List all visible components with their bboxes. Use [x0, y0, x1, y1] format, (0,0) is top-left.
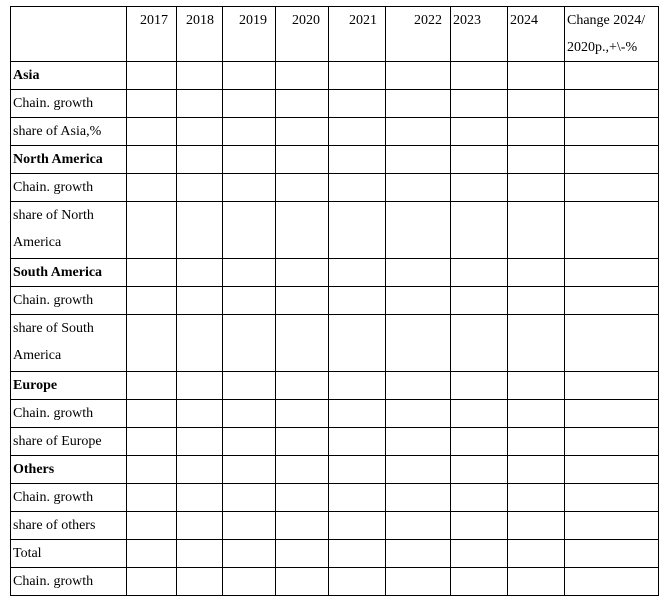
corner-header-cell — [11, 7, 127, 62]
table-row — [11, 287, 659, 315]
table-cell — [177, 287, 223, 315]
table-cell — [508, 372, 565, 400]
row-label: Chain. growth — [11, 90, 127, 118]
table-cell — [565, 456, 659, 484]
table-cell — [177, 90, 223, 118]
row-label: share of others — [11, 512, 127, 540]
row-label: share of Europe — [11, 428, 127, 456]
table-cell — [451, 146, 508, 174]
table-cell — [329, 90, 386, 118]
table-cell — [451, 90, 508, 118]
table-cell — [276, 456, 329, 484]
table-cell — [127, 90, 177, 118]
table-cell — [565, 90, 659, 118]
table-cell — [451, 484, 508, 512]
table-cell — [386, 146, 451, 174]
table-cell — [386, 287, 451, 315]
table-cell — [329, 287, 386, 315]
row-label: Chain. growth — [11, 484, 127, 512]
table-cell — [329, 400, 386, 428]
table-cell — [386, 428, 451, 456]
table-cell — [451, 259, 508, 287]
table-cell — [386, 174, 451, 202]
row-label: Chain. growth — [11, 287, 127, 315]
table-cell — [508, 118, 565, 146]
table-cell — [386, 568, 451, 596]
table-cell — [223, 118, 276, 146]
table-cell — [329, 428, 386, 456]
table-row — [11, 372, 659, 400]
table-cell — [329, 372, 386, 400]
table-cell — [276, 287, 329, 315]
table-cell — [127, 146, 177, 174]
table-cell — [329, 315, 386, 372]
year-header-2021: 2021 — [329, 7, 386, 62]
table-row — [11, 400, 659, 428]
table-cell — [565, 484, 659, 512]
table-cell — [508, 259, 565, 287]
year-header-2023: 2023 — [451, 7, 508, 62]
table-cell — [177, 62, 223, 90]
table-cell — [451, 372, 508, 400]
table-cell — [565, 540, 659, 568]
table-cell — [565, 287, 659, 315]
table-cell — [177, 512, 223, 540]
table-cell — [386, 202, 451, 259]
year-header-2022: 2022 — [386, 7, 451, 62]
table-cell — [508, 287, 565, 315]
table-cell — [177, 202, 223, 259]
data-table — [10, 6, 659, 596]
table-cell — [565, 146, 659, 174]
table-cell — [223, 372, 276, 400]
table-cell — [386, 118, 451, 146]
table-row — [11, 202, 659, 259]
table-cell — [451, 287, 508, 315]
table-cell — [127, 202, 177, 259]
table-cell — [127, 512, 177, 540]
table-cell — [223, 568, 276, 596]
table-cell — [508, 62, 565, 90]
row-label: Chain. growth — [11, 568, 127, 596]
table-cell — [565, 400, 659, 428]
table-cell — [508, 540, 565, 568]
table-cell — [223, 400, 276, 428]
table-cell — [329, 456, 386, 484]
table-cell — [127, 62, 177, 90]
table-row — [11, 62, 659, 90]
table-cell — [386, 259, 451, 287]
table-cell — [223, 428, 276, 456]
table-cell — [177, 428, 223, 456]
row-label: Chain. growth — [11, 174, 127, 202]
table-cell — [177, 568, 223, 596]
table-row — [11, 512, 659, 540]
table-cell — [329, 118, 386, 146]
table-cell — [565, 512, 659, 540]
table-cell — [386, 62, 451, 90]
table-cell — [329, 512, 386, 540]
row-label: share of Asia,% — [11, 118, 127, 146]
section-label: Asia — [11, 62, 127, 90]
table-cell — [386, 484, 451, 512]
table-cell — [386, 90, 451, 118]
table-cell — [223, 315, 276, 372]
table-cell — [508, 568, 565, 596]
table-cell — [276, 174, 329, 202]
table-cell — [177, 540, 223, 568]
table-cell — [127, 287, 177, 315]
table-cell — [127, 259, 177, 287]
table-cell — [177, 146, 223, 174]
table-row — [11, 456, 659, 484]
table-cell — [276, 512, 329, 540]
table-cell — [329, 62, 386, 90]
table-cell — [276, 202, 329, 259]
table-cell — [508, 512, 565, 540]
table-cell — [451, 428, 508, 456]
table-cell — [127, 456, 177, 484]
table-cell — [127, 400, 177, 428]
table-cell — [565, 259, 659, 287]
table-cell — [223, 202, 276, 259]
table-cell — [177, 259, 223, 287]
header-row — [11, 7, 659, 62]
table-cell — [223, 259, 276, 287]
year-header-2018: 2018 — [177, 7, 223, 62]
table-cell — [329, 259, 386, 287]
table-cell — [508, 202, 565, 259]
table-row — [11, 146, 659, 174]
table-cell — [127, 118, 177, 146]
table-cell — [386, 540, 451, 568]
table-cell — [127, 428, 177, 456]
table-cell — [565, 174, 659, 202]
year-header-2020: 2020 — [276, 7, 329, 62]
table-cell — [451, 315, 508, 372]
table-row — [11, 540, 659, 568]
table-cell — [177, 484, 223, 512]
table-cell — [386, 372, 451, 400]
row-label: Total — [11, 540, 127, 568]
table-cell — [565, 568, 659, 596]
table-cell — [329, 174, 386, 202]
table-cell — [508, 174, 565, 202]
table-cell — [177, 174, 223, 202]
table-cell — [451, 118, 508, 146]
section-label: South America — [11, 259, 127, 287]
table-cell — [223, 90, 276, 118]
row-label: share of South America — [11, 315, 127, 372]
table-cell — [329, 484, 386, 512]
table-cell — [276, 484, 329, 512]
table-cell — [276, 118, 329, 146]
table-cell — [127, 174, 177, 202]
table-row — [11, 174, 659, 202]
table-row — [11, 259, 659, 287]
table-cell — [223, 62, 276, 90]
table-cell — [451, 456, 508, 484]
section-label: Others — [11, 456, 127, 484]
table-cell — [127, 315, 177, 372]
table-row — [11, 568, 659, 596]
table-cell — [177, 315, 223, 372]
table-cell — [177, 372, 223, 400]
table-row — [11, 315, 659, 372]
table-cell — [565, 315, 659, 372]
table-cell — [508, 456, 565, 484]
table-cell — [177, 456, 223, 484]
year-header-2024: 2024 — [508, 7, 565, 62]
table-cell — [223, 287, 276, 315]
table-cell — [177, 400, 223, 428]
table-cell — [127, 372, 177, 400]
table-cell — [329, 146, 386, 174]
table-cell — [177, 118, 223, 146]
table-cell — [127, 540, 177, 568]
table-cell — [508, 428, 565, 456]
table-cell — [276, 146, 329, 174]
table-body — [11, 62, 659, 596]
table-cell — [565, 62, 659, 90]
table-cell — [276, 428, 329, 456]
table-cell — [451, 400, 508, 428]
table-cell — [451, 202, 508, 259]
table-cell — [386, 400, 451, 428]
table-cell — [508, 484, 565, 512]
row-label: share of North America — [11, 202, 127, 259]
table-cell — [565, 118, 659, 146]
table-cell — [276, 259, 329, 287]
row-label: Chain. growth — [11, 400, 127, 428]
table-cell — [127, 568, 177, 596]
table-cell — [276, 372, 329, 400]
table-cell — [508, 146, 565, 174]
table-cell — [565, 202, 659, 259]
table-cell — [223, 456, 276, 484]
table-cell — [276, 315, 329, 372]
table-cell — [508, 90, 565, 118]
table-cell — [565, 428, 659, 456]
change-header: Change 2024/ 2020p.,+\-% — [565, 7, 659, 62]
table-cell — [329, 568, 386, 596]
year-header-2017: 2017 — [127, 7, 177, 62]
table-cell — [276, 400, 329, 428]
table-cell — [276, 90, 329, 118]
table-cell — [127, 484, 177, 512]
table-row — [11, 428, 659, 456]
table-row — [11, 118, 659, 146]
table-cell — [451, 174, 508, 202]
table-cell — [276, 568, 329, 596]
table-row — [11, 90, 659, 118]
table-cell — [223, 512, 276, 540]
table-cell — [223, 146, 276, 174]
table-cell — [223, 540, 276, 568]
table-cell — [386, 315, 451, 372]
table-cell — [329, 540, 386, 568]
table-cell — [276, 62, 329, 90]
table-cell — [508, 400, 565, 428]
year-header-2019: 2019 — [223, 7, 276, 62]
table-cell — [223, 484, 276, 512]
table-cell — [451, 62, 508, 90]
table-cell — [386, 512, 451, 540]
table-cell — [386, 456, 451, 484]
section-label: North America — [11, 146, 127, 174]
table-cell — [451, 540, 508, 568]
table-cell — [223, 174, 276, 202]
section-label: Europe — [11, 372, 127, 400]
table-cell — [508, 315, 565, 372]
table-cell — [451, 512, 508, 540]
table-cell — [276, 540, 329, 568]
table-cell — [451, 568, 508, 596]
table-cell — [329, 202, 386, 259]
table-row — [11, 484, 659, 512]
table-cell — [565, 372, 659, 400]
